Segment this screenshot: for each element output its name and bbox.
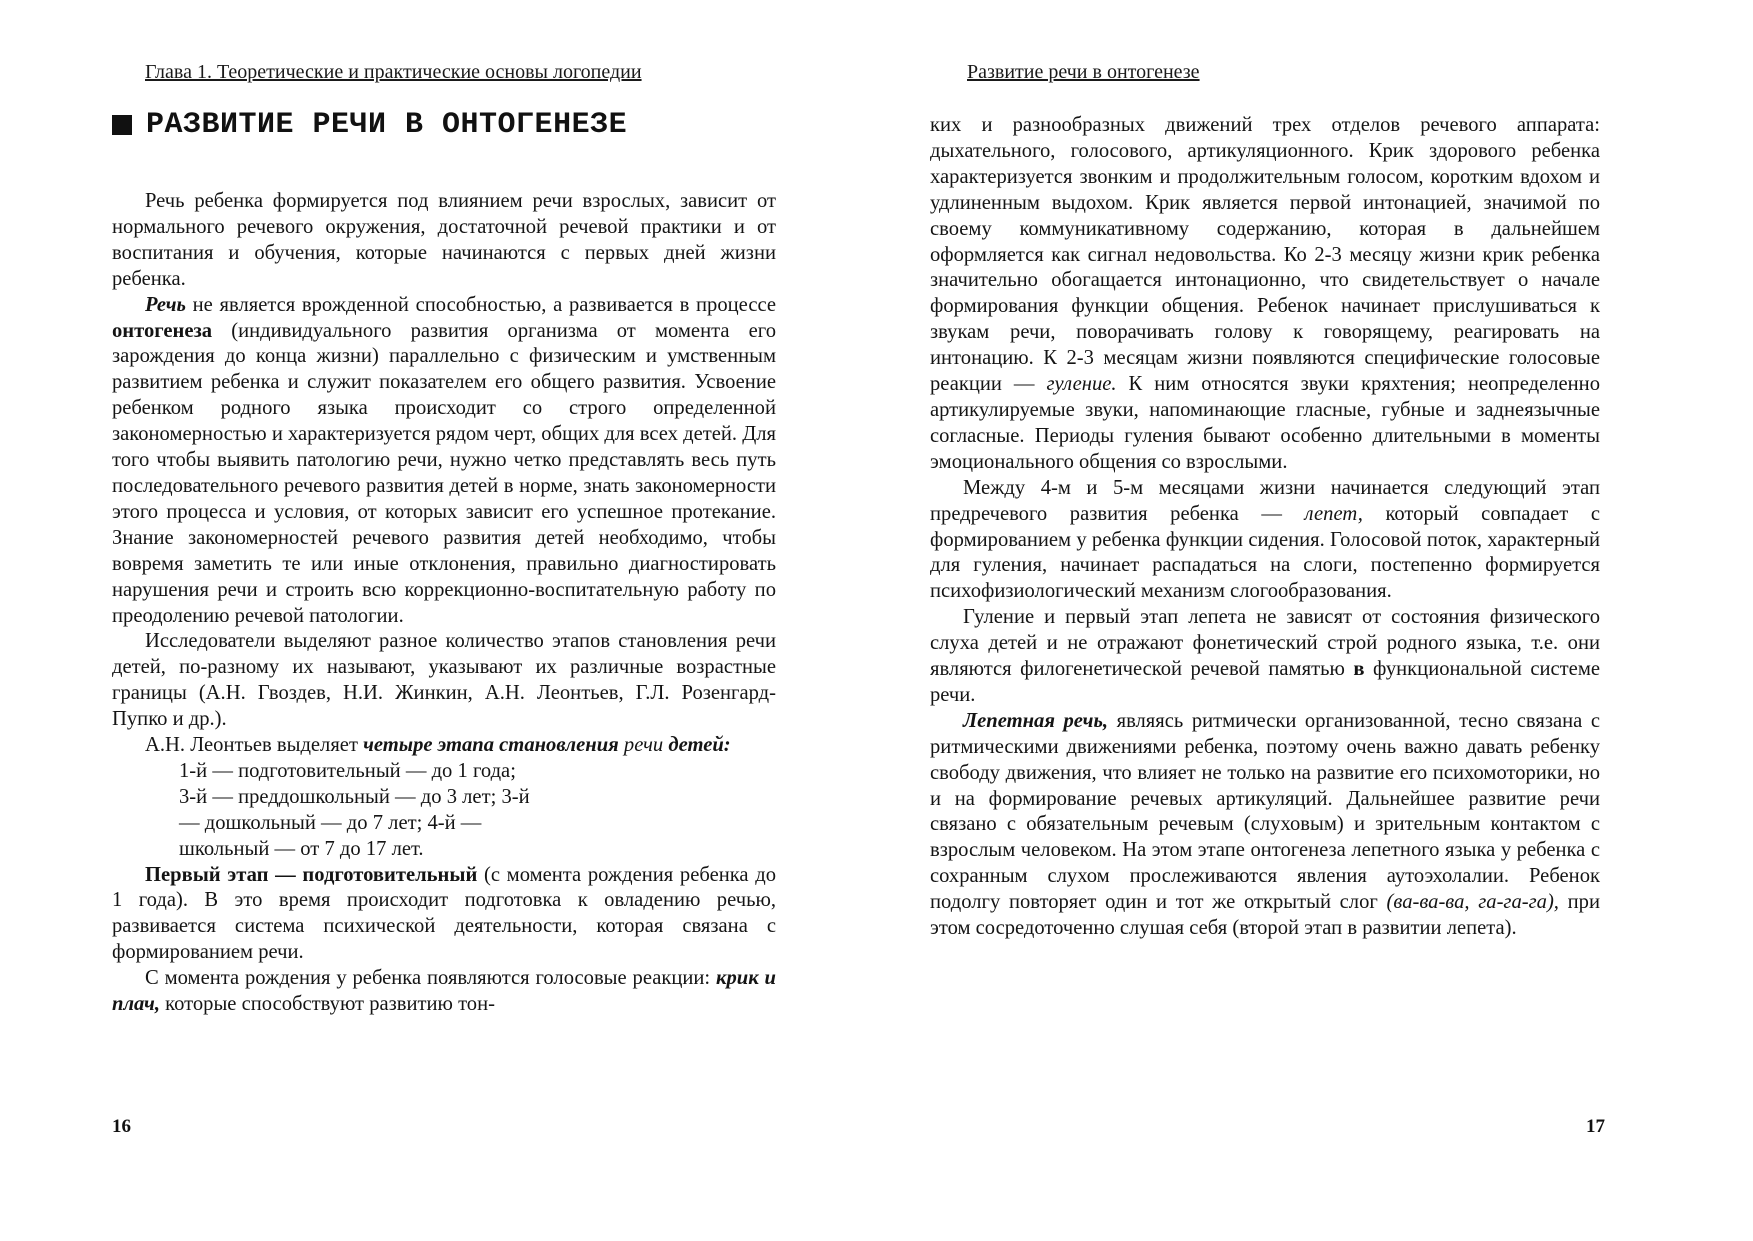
text-run: которые способствуют развитию тон- bbox=[160, 993, 495, 1016]
emphasis-run: гуление. bbox=[1046, 373, 1117, 396]
text-run: не является врожденной способностью, а развивается в процессе bbox=[185, 293, 776, 316]
left-paragraphs-after bbox=[112, 863, 776, 1018]
stage-list bbox=[112, 759, 776, 863]
text-run: ких и разнообразных движений трех отделов речевого аппарата: дыхательного, голосового, артикуляционного. Крик здорового ребенка характеризуется звонким и продолжительным голосом, коротким вдохом и удлиненным выдохом. Крик является первой интонацией, значимой по своему коммуникативному содержанию, которая в дальнейшем оформляется как сигнал недовольства. Ко 2-3 месяцу жизни крик ребенка значительно обогащается интонационно, что свидетельствует о начале формирования функции общения. Ребенок начинает прислушиваться к звукам речи, поворачивать голову к говорящему, реагировать на интонацию. К 2-3 месяцам жизни появляются специфические голосовые реакции — bbox=[930, 114, 1600, 396]
running-head-right: Развитие речи в онтогенезе bbox=[967, 61, 1200, 83]
text-run: К ним относятся звуки кряхтения; неопределенно артикулируемые звуки, напоминающие гласные, губные и заднеязычные согласные. Периоды гуления бывают особенно длительными в моменты эмоционального общения со взрослыми. bbox=[930, 373, 1600, 473]
text-run: (с момента рождения ребенка до 1 года). В это время происходит подготовка к овладению речью, развивается система психической деятельности, которая связана с формированием речи. bbox=[112, 863, 776, 964]
text-run: (индивидуального развития организма от момента его зарождения до конца жизни) параллельно с физическим и умственным развитием ребенка и служит показателем его общего развития. Усвоение ребенком родного языка происходит со строго определенной закономерностью и характеризуется рядом черт, общих для всех детей. Для того чтобы выявить патологию речи, нужно четко представлять весь путь последовательного речевого развития детей в норме, знать закономерности этого процесса и условия, от которых зависит его успешное протекание. Знание закономерностей речевого развития детей необходимо, чтобы вовремя заметить те или иные отклонения, правильно диагностировать нарушения речи и строить всю коррекционно-воспитательную работу по преодолению речевой патологии. bbox=[112, 319, 776, 627]
right-text-column bbox=[930, 113, 1600, 942]
stage-item-2: 3-й — преддошкольный — до 3 лет; 3-й bbox=[179, 785, 530, 808]
emphasis-run: Первый этап — подготовительный bbox=[145, 863, 478, 886]
left-text-column bbox=[112, 189, 776, 1018]
text-run: функциональной системе речи. bbox=[930, 658, 1600, 706]
text-run: Исследователи выделяют разное количество этапов становления речи детей, по-разному их называют, указывают их различные возрастные границы (А.Н. Гвоздев, Н.И. Жинкин, А.Н. Леонтьев, Г.Л. Розенгард-Пупко и др.). bbox=[112, 630, 776, 731]
paragraph bbox=[112, 629, 776, 733]
stage-item-4: школьный — от 7 до 17 лет. bbox=[179, 837, 424, 860]
left-paragraphs bbox=[112, 189, 776, 759]
emphasis-run: лепет, bbox=[1304, 502, 1363, 525]
emphasis-run: крик и плач, bbox=[112, 967, 777, 1016]
paragraph bbox=[112, 863, 776, 967]
stage-item-1: 1-й — подготовительный — до 1 года; bbox=[179, 759, 516, 782]
emphasis-run: в bbox=[1353, 658, 1365, 681]
text-run: А.Н. Леонтьев выделяет bbox=[145, 734, 364, 757]
right-page bbox=[877, 0, 1753, 1241]
paragraph bbox=[112, 293, 776, 630]
text-run: Гуление и первый этап лепета не зависят от состояния физического слуха детей и не отражают фонетический строй родного языка, т.е. они являются филогенетической речевой памятью bbox=[930, 606, 1600, 681]
emphasis-run: Лепетная речь, bbox=[963, 709, 1109, 732]
text-run: являясь ритмически организованной, тесно связана с ритмическими движениями ребенка, поэтому очень важно давать ребенку свободу движения, что влияет не только на развитие его психомоторики, но и на формирование речевых артикуляций. Дальнейшее развитие речи связано с обязательным речевым (слуховым) и зрительным контактом с взрослым человеком. На этом этапе онтогенеза лепетного языка у ребенка с сохранным слухом прослеживаются явления аутоэхолалии. Ребенок подолгу повторяет один и тот же открытый слог bbox=[930, 709, 1600, 914]
paragraph bbox=[112, 189, 776, 293]
text-run: который совпадает с формированием у ребенка функции сидения. Голосовой поток, характерный для гуления, начинает распадаться на слоги, постепенно формируется психофизиологический механизм слогообразования. bbox=[930, 502, 1600, 603]
stage-item-3: — дошкольный — до 7 лет; 4-й — bbox=[179, 811, 482, 834]
text-run: при этом сосредоточенно слушая себя (второй этап в развитии лепета). bbox=[930, 891, 1600, 940]
emphasis-run: четыре этапа становления bbox=[363, 734, 619, 757]
paragraph bbox=[930, 605, 1600, 709]
page-number-right: 17 bbox=[1586, 1116, 1605, 1137]
emphasis-run: детей: bbox=[668, 734, 731, 757]
emphasis-run: речи bbox=[623, 734, 664, 757]
page-number-left: 16 bbox=[112, 1116, 131, 1137]
text-run: Между 4-м и 5-м месяцами жизни начинается следующий этап предречевого развития ребенка — bbox=[930, 476, 1600, 525]
right-paragraphs bbox=[930, 113, 1600, 942]
emphasis-run: онтогенеза bbox=[112, 319, 213, 342]
text-run: Речь ребенка формируется под влиянием речи взрослых, зависит от нормального речевого окружения, достаточной речевой практики и от воспитания и обучения, которые начинаются с первых дней жизни ребенка. bbox=[112, 190, 776, 290]
section-title-text: РАЗВИТИЕ РЕЧИ В ОНТОГЕНЕЗЕ bbox=[146, 108, 628, 142]
running-head-left: Глава 1. Теоретические и практические основы логопедии bbox=[145, 61, 642, 83]
paragraph bbox=[112, 966, 776, 1018]
emphasis-run: (ва-ва-ва, га-га-га), bbox=[1386, 891, 1559, 914]
emphasis-run: Речь bbox=[145, 293, 186, 316]
section-title bbox=[112, 107, 627, 143]
square-bullet-icon bbox=[112, 115, 132, 135]
text-run: С момента рождения у ребенка появляются голосовые реакции: bbox=[145, 967, 717, 990]
paragraph bbox=[112, 733, 776, 759]
paragraph bbox=[930, 113, 1600, 476]
left-page bbox=[0, 0, 876, 1241]
paragraph bbox=[930, 709, 1600, 942]
paragraph bbox=[930, 476, 1600, 606]
